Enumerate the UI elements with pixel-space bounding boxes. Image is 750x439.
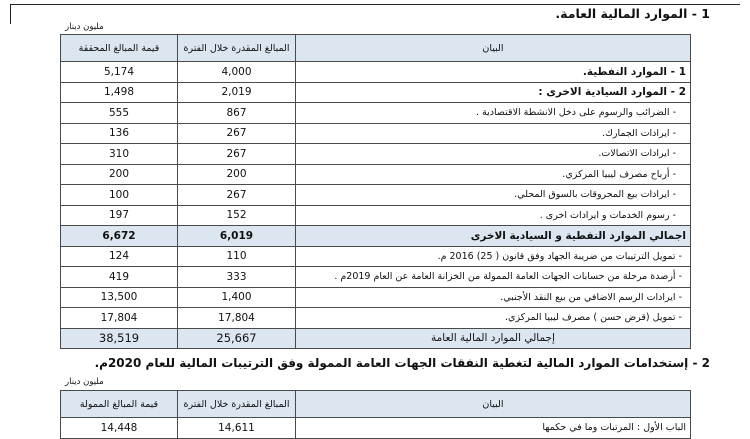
table-row [61,267,691,288]
section1-title: 1 - الموارد المالية العامة. [555,6,710,21]
desc-cell: اجمالي الموارد النفطية و السيادية الاخرى [296,226,691,247]
actual-cell: 13,500 [61,287,178,308]
actual-cell: 124 [61,246,178,267]
table-row-total [61,328,691,349]
table-row [61,123,691,144]
estimated-cell: 267 [178,185,296,206]
desc-cell: - أرباح مصرف ليبيا المركزي. [296,164,691,185]
table-row [61,82,691,103]
table-row [61,62,691,83]
table-row [61,103,691,124]
desc-cell: - ايرادات الرسم الاضافي من بيع النقد الأجنبي. [296,287,691,308]
estimated-cell: 152 [178,205,296,226]
table-row [61,287,691,308]
table-row [61,144,691,165]
left-border-line [10,4,11,24]
actual-cell: 5,174 [61,62,178,83]
actual-cell: 136 [61,123,178,144]
estimated-cell: 200 [178,164,296,185]
actual-cell: 200 [61,164,178,185]
table-header-row [61,35,691,62]
header-estimated: المبالغ المقدرة خلال الفترة [178,391,296,418]
estimated-cell: 2,019 [178,82,296,103]
table-row-subtotal [61,226,691,247]
table-row [61,205,691,226]
desc-cell: - أرصدة مرحلة من حسابات الجهات العامة الممولة من الخزانة العامة عن العام 2019م . [296,267,691,288]
desc-cell: إجمالي الموارد المالية العامة [296,328,691,349]
estimated-cell: 1,400 [178,287,296,308]
estimated-cell: 267 [178,144,296,165]
resources-table [60,34,691,349]
top-border-line [10,4,740,5]
estimated-cell: 6,019 [178,226,296,247]
section2-title: 2 - إستخدامات الموارد المالية لتغطية النفقات الجهات العامة الممولة وفق الترتيبات المالية للعام 2020م. [94,356,710,370]
actual-cell: 555 [61,103,178,124]
section1-unit: مليون دينار [65,22,104,32]
uses-table [60,390,691,439]
actual-cell: 197 [61,205,178,226]
actual-cell: 17,804 [61,308,178,329]
desc-cell: 1 - الموارد النفطية. [296,62,691,83]
table-row [61,164,691,185]
funded-cell: 14,448 [61,418,178,439]
desc-cell: - رسوم الخدمات و ايرادات اخرى . [296,205,691,226]
table-row [61,185,691,206]
desc-cell: - ايرادات الجمارك. [296,123,691,144]
desc-cell: - تمويل (قرض حسن ) مصرف ليبيا المركزي. [296,308,691,329]
header-desc: البيان [296,391,691,418]
actual-cell: 100 [61,185,178,206]
actual-cell: 38,519 [61,328,178,349]
actual-cell: 6,672 [61,226,178,247]
desc-cell: - الضرائب والرسوم على دخل الانشطة الاقتصادية . [296,103,691,124]
table-row [61,246,691,267]
header-actual: قيمة المبالغ المحققة [61,35,178,62]
desc-cell: - تمويل الترتيبات من ضريبة الجهاد وفق قانون ( 25) 2016 م. [296,246,691,267]
table-row [61,308,691,329]
estimated-cell: 110 [178,246,296,267]
actual-cell: 1,498 [61,82,178,103]
estimated-cell: 267 [178,123,296,144]
table-header-row [61,391,691,418]
section2-unit: مليون دينار [65,377,104,387]
actual-cell: 419 [61,267,178,288]
header-estimated: المبالغ المقدرة خلال الفترة [178,35,296,62]
header-funded: قيمة المبالغ الممولة [61,391,178,418]
header-desc: البيان [296,35,691,62]
estimated-cell: 17,804 [178,308,296,329]
desc-cell: الباب الأول : المرتبات وما في حكمها [296,418,691,439]
desc-cell: - ايرادات بيع المحروقات بالسوق المحلي. [296,185,691,206]
table-row [61,418,691,439]
estimated-cell: 25,667 [178,328,296,349]
desc-cell: 2 - الموارد السيادية الاخرى : [296,82,691,103]
estimated-cell: 333 [178,267,296,288]
desc-cell: - ايرادات الاتصالات. [296,144,691,165]
estimated-cell: 4,000 [178,62,296,83]
actual-cell: 310 [61,144,178,165]
estimated-cell: 867 [178,103,296,124]
estimated-cell: 14,611 [178,418,296,439]
